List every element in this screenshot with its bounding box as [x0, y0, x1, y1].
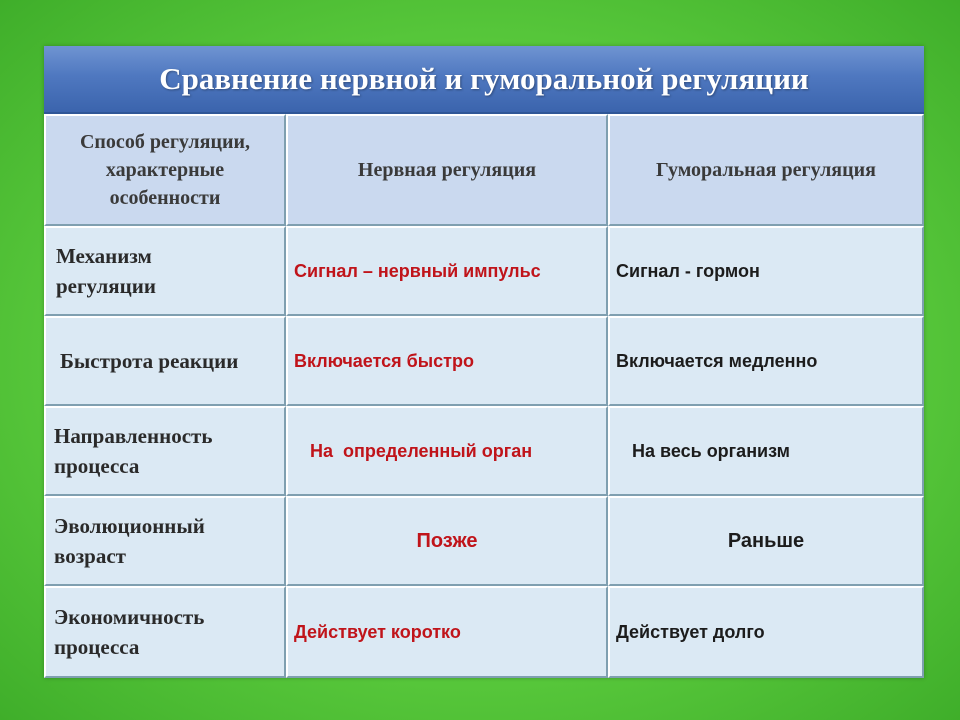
header-cell-criteria [44, 114, 286, 226]
header-nervous-text: Нервная регуляция [357, 159, 537, 181]
row-label-text: Экономичность процесса [54, 605, 205, 659]
table-row-label [44, 406, 286, 496]
table-row-label [44, 496, 286, 586]
table-row-label [44, 316, 286, 406]
humoral-value: На весь организм [632, 440, 790, 461]
humoral-value: Включается медленно [616, 350, 818, 371]
nervous-value: На определенный орган [310, 440, 533, 461]
header-cell-humoral [608, 114, 924, 226]
header-criteria-text: Способ регуляции, характерные особенности [79, 131, 251, 209]
table-cell-humoral [608, 496, 924, 586]
table-cell-humoral [608, 586, 924, 678]
table-cell-nervous [286, 316, 608, 406]
humoral-value: Сигнал - гормон [616, 260, 760, 281]
nervous-value: Позже [416, 529, 478, 552]
table-cell-nervous [286, 406, 608, 496]
nervous-value: Действует коротко [294, 621, 461, 642]
comparison-table [44, 114, 924, 678]
header-cell-nervous [286, 114, 608, 226]
table-cell-nervous [286, 226, 608, 316]
row-label-text: Эволюционный возраст [54, 514, 205, 568]
slide-title: Сравнение нервной и гуморальной регуляции [159, 61, 809, 96]
title-bar [44, 46, 924, 114]
nervous-value: Сигнал – нервный импульс [294, 260, 541, 281]
header-humoral-text: Гуморальная регуляция [656, 159, 876, 181]
table-cell-nervous [286, 496, 608, 586]
table-cell-humoral [608, 226, 924, 316]
nervous-value: Включается быстро [294, 350, 474, 371]
humoral-value: Раньше [727, 529, 805, 552]
humoral-value: Действует долго [616, 621, 765, 642]
table-row-label [44, 586, 286, 678]
row-label-text: Направленность процесса [54, 424, 213, 478]
row-label-text: Механизм регуляции [56, 244, 156, 298]
table-cell-humoral [608, 406, 924, 496]
table-cell-humoral [608, 316, 924, 406]
table-cell-nervous [286, 586, 608, 678]
row-label-text: Быстрота реакции [60, 349, 239, 373]
slide [44, 46, 924, 678]
table-row-label [44, 226, 286, 316]
